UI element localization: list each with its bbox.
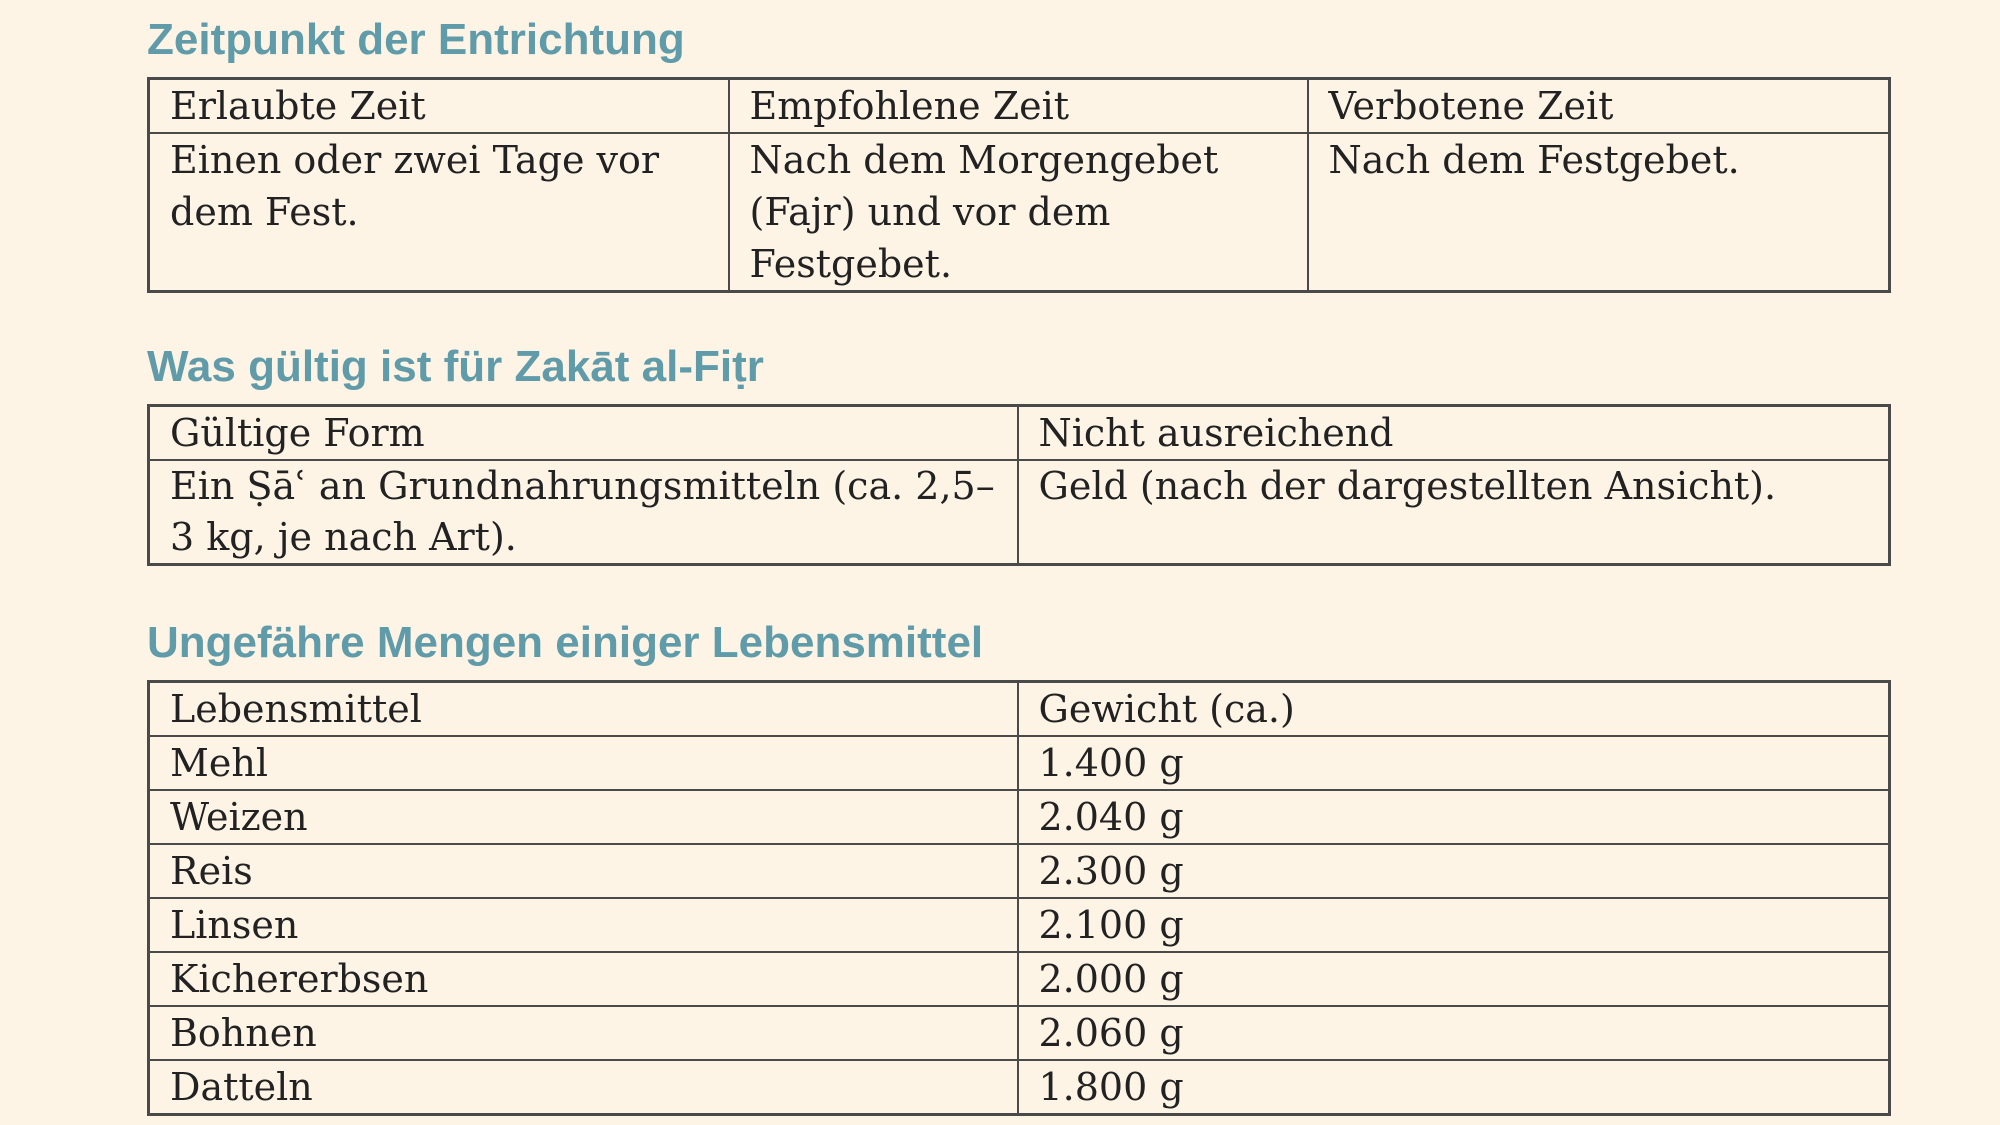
cell-weight: 2.060 g xyxy=(1018,1006,1890,1060)
timing-table xyxy=(147,77,1891,293)
column-header-recommended-time: Empfohlene Zeit xyxy=(729,79,1308,134)
column-header-valid-form: Gültige Form xyxy=(149,406,1018,461)
table-row xyxy=(149,844,1890,898)
cell-food: Kichererbsen xyxy=(149,952,1018,1006)
cell-food: Mehl xyxy=(149,736,1018,790)
cell-food: Bohnen xyxy=(149,1006,1018,1060)
validity-table xyxy=(147,404,1891,566)
amounts-table xyxy=(147,680,1891,1116)
heading-amounts: Ungefähre Mengen einiger Lebensmittel xyxy=(147,618,984,667)
column-header-weight: Gewicht (ca.) xyxy=(1018,682,1890,737)
cell-food: Datteln xyxy=(149,1060,1018,1115)
table-row xyxy=(149,1060,1890,1115)
cell-weight: 2.100 g xyxy=(1018,898,1890,952)
cell-food: Weizen xyxy=(149,790,1018,844)
table-row xyxy=(149,736,1890,790)
column-header-not-sufficient: Nicht ausreichend xyxy=(1018,406,1890,461)
cell-weight: 2.040 g xyxy=(1018,790,1890,844)
column-header-forbidden-time: Verbotene Zeit xyxy=(1308,79,1890,134)
column-header-allowed-time: Erlaubte Zeit xyxy=(149,79,729,134)
table-row xyxy=(149,133,1890,292)
cell-weight: 2.300 g xyxy=(1018,844,1890,898)
cell-food: Reis xyxy=(149,844,1018,898)
table-header-row xyxy=(149,79,1890,134)
table-header-row xyxy=(149,682,1890,737)
cell-valid-form: Ein Ṣāʿ an Grundnahrungsmitteln (ca. 2,5–3 kg, je nach Art). xyxy=(149,460,1018,565)
cell-recommended-time: Nach dem Morgengebet (Fajr) und vor dem Festgebet. xyxy=(729,133,1308,292)
table-row xyxy=(149,790,1890,844)
cell-weight: 1.400 g xyxy=(1018,736,1890,790)
table-header-row xyxy=(149,406,1890,461)
heading-timing: Zeitpunkt der Entrichtung xyxy=(147,15,685,64)
cell-allowed-time: Einen oder zwei Tage vor dem Fest. xyxy=(149,133,729,292)
cell-weight: 1.800 g xyxy=(1018,1060,1890,1115)
table-row xyxy=(149,1006,1890,1060)
cell-weight: 2.000 g xyxy=(1018,952,1890,1006)
column-header-food: Lebensmittel xyxy=(149,682,1018,737)
heading-validity: Was gültig ist für Zakāt al-Fiṭr xyxy=(147,342,764,391)
table-row xyxy=(149,898,1890,952)
cell-food: Linsen xyxy=(149,898,1018,952)
table-row xyxy=(149,460,1890,565)
cell-forbidden-time: Nach dem Festgebet. xyxy=(1308,133,1890,292)
table-row xyxy=(149,952,1890,1006)
cell-not-sufficient: Geld (nach der dargestellten Ansicht). xyxy=(1018,460,1890,565)
